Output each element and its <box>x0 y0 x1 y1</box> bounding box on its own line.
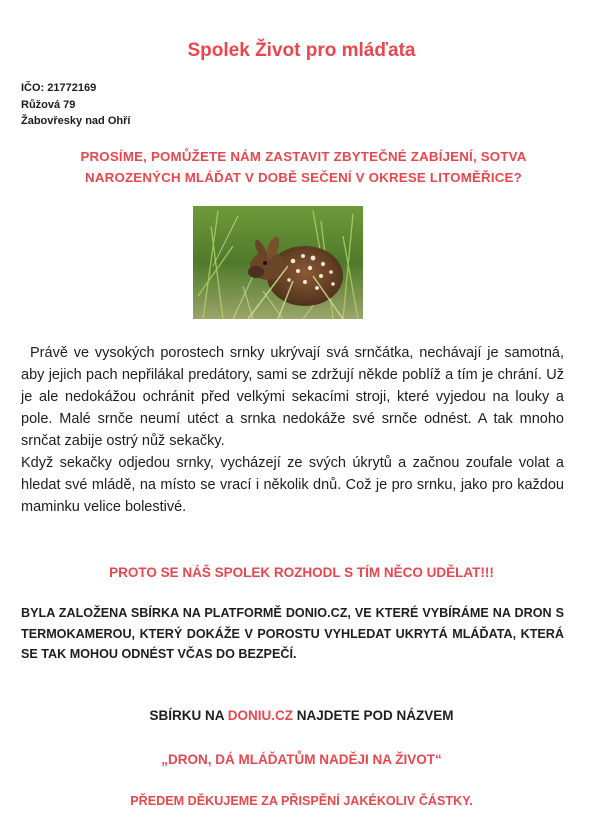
decision-heading: PROTO SE NÁŠ SPOLEK ROZHODL S TÍM NĚCO UDĚLAT!!! <box>109 565 494 580</box>
find-before: SBÍRKU NA <box>149 708 224 723</box>
story-text <box>21 342 564 518</box>
street-address: Růžová 79 <box>21 98 76 111</box>
appeal-line-1: PROSÍME, POMŮŽETE NÁM ZASTAVIT ZBYTEČNÉ ZABÍJENÍ, SOTVA <box>80 149 527 164</box>
city-address: Žabovřesky nad Ohří <box>21 115 131 127</box>
page-title: Spolek Život pro mláďata <box>187 40 416 61</box>
fundraiser-text: BYLA ZALOŽENA SBÍRKA NA PLATFORMĚ DONIO.CZ, VE KTERÉ VYBÍRÁME NA DRON S TERMOKAMEROU, KTERÝ DOKÁŽE V POROSTU VYHLEDAT UKRYTÁ MLÁĎATA, KTERÁ SE TAK MOHOU ODNÉST VČAS DO BEZPEČÍ. <box>21 606 564 661</box>
address-block <box>21 80 130 130</box>
appeal-line-2: NAROZENÝCH MLÁĎAT V DOBĚ SEČENÍ V OKRESE LITOMĚŘICE? <box>85 170 522 185</box>
find-line <box>0 708 603 723</box>
fawn-in-grass-image <box>193 206 363 319</box>
thanks-line: PŘEDEM DĚKUJEME ZA PŘISPĚNÍ JAKÉKOLIV ČÁSTKY. <box>130 794 473 808</box>
story-paragraph-1: Právě ve vysokých porostech srnky ukrývají svá srnčátka, nechávají je samotná, aby jejich pach nepřilákal predátory, sami se zdržují někde poblíž a tím je chrání. Už je ale nedokážou ochránit před velkými sekacími stroji, které vyjedou na louky a pole. Malé srnče neumí utéct a srnka nedokáže své srnče odnést. A tak mnoho srnčat zabije ostrý nůž sekačky. <box>21 345 564 449</box>
find-after: NAJDETE POD NÁZVEM <box>296 708 454 723</box>
appeal-heading <box>21 146 586 188</box>
platform-name: DONIU.CZ <box>227 708 293 723</box>
ico-number: IČO: 21772169 <box>21 82 97 94</box>
campaign-name: „DRON, DÁ MLÁĎATŮM NADĚJI NA ŽIVOT“ <box>161 752 442 767</box>
story-paragraph-2: Když sekačky odjedou srnky, vycházejí ze svých úkrytů a začnou zoufale volat a hledat své mládě, na místo se vrací i několik dnů. Což je pro srnku, jako pro každou maminku velice bolestivé. <box>21 455 564 515</box>
fawn-photo <box>193 206 363 319</box>
